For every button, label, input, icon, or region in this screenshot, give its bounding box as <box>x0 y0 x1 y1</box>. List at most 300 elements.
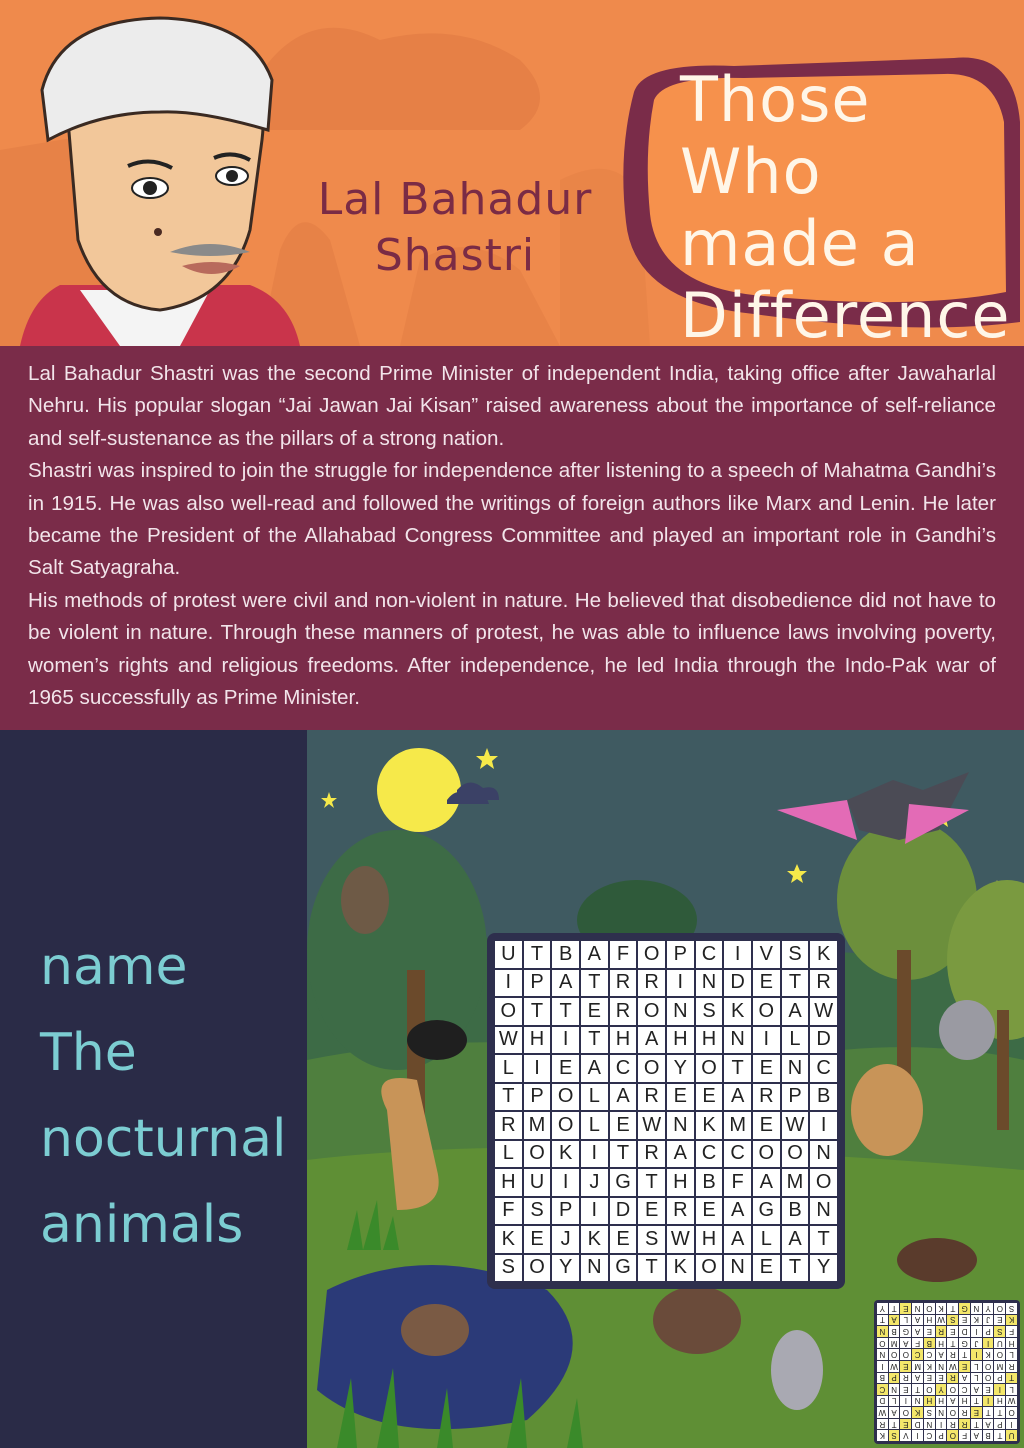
grid-letter[interactable]: M <box>724 1112 751 1139</box>
answer-letter: R <box>948 1349 959 1360</box>
grid-letter[interactable]: O <box>782 1141 809 1168</box>
answer-letter: N <box>877 1349 888 1360</box>
answer-letter: T <box>971 1396 982 1407</box>
answer-letter: I <box>971 1349 982 1360</box>
answer-letter: P <box>995 1373 1006 1384</box>
answer-letter: D <box>959 1326 970 1337</box>
answer-letter: I <box>983 1396 994 1407</box>
answer-letter: T <box>948 1338 959 1349</box>
grid-letter[interactable]: T <box>810 1226 837 1253</box>
grid-letter[interactable]: G <box>610 1169 637 1196</box>
grid-letter[interactable]: G <box>610 1255 637 1282</box>
answer-letter: A <box>912 1315 923 1326</box>
answer-letter: S <box>1006 1303 1017 1314</box>
grid-letter[interactable]: P <box>524 1084 551 1111</box>
answer-letter: H <box>924 1315 935 1326</box>
grid-letter[interactable]: K <box>696 1112 723 1139</box>
bio-paragraph-3: His methods of protest were civil and non-violent in nature. He believed that disobedience did not have to be violent in nature. Through these manners of protest, he was able to influence laws involving poverty, women’s rights and religious freedoms. After independence, he led India through the Indo-Pak war of 1965 successfully as Prime Minister. <box>28 588 996 710</box>
bio-paragraph-1: Lal Bahadur Shastri was the second Prime Minister of independent India, taking office after Jawaharlal Nehru. His popular slogan “Jai Jawan Jai Kisan” raised awareness about the importance of self-reliance and self-sustenance as the pillars of a strong nation. <box>28 362 996 450</box>
answer-letter: I <box>995 1384 1006 1395</box>
grid-letter[interactable]: O <box>638 1055 665 1082</box>
answer-letter: G <box>901 1326 912 1337</box>
grid-letter[interactable]: L <box>782 1027 809 1054</box>
grid-letter[interactable]: N <box>724 1027 751 1054</box>
answer-letter: T <box>983 1407 994 1418</box>
grid-letter[interactable]: S <box>495 1255 522 1282</box>
answer-letter: C <box>877 1384 888 1395</box>
grid-letter[interactable]: H <box>696 1226 723 1253</box>
answer-letter: T <box>995 1407 1006 1418</box>
grid-letter[interactable]: E <box>610 1112 637 1139</box>
answer-letter: E <box>901 1361 912 1372</box>
answer-letter: J <box>983 1315 994 1326</box>
grid-letter[interactable]: W <box>667 1226 694 1253</box>
grid-letter[interactable]: O <box>495 998 522 1025</box>
grid-letter[interactable]: T <box>581 970 608 997</box>
grid-letter[interactable]: F <box>495 1198 522 1225</box>
answer-letter: I <box>912 1430 923 1441</box>
grid-letter[interactable]: K <box>810 941 837 968</box>
answer-letter: G <box>959 1338 970 1349</box>
answer-letter: C <box>959 1384 970 1395</box>
answer-letter: R <box>936 1326 947 1337</box>
title-line2: made a <box>680 207 920 280</box>
answer-letter: C <box>912 1349 923 1360</box>
answer-letter: R <box>959 1419 970 1430</box>
grid-letter[interactable]: E <box>667 1084 694 1111</box>
answer-letter: H <box>936 1338 947 1349</box>
grid-letter[interactable]: R <box>610 998 637 1025</box>
grid-letter[interactable]: T <box>724 1055 751 1082</box>
answer-letter: O <box>995 1349 1006 1360</box>
grid-letter[interactable]: I <box>810 1112 837 1139</box>
answer-letter: A <box>971 1430 982 1441</box>
grid-letter[interactable]: O <box>753 998 780 1025</box>
answer-letter: F <box>959 1430 970 1441</box>
answer-letter: W <box>890 1361 898 1371</box>
answer-letter: T <box>877 1315 888 1326</box>
answer-letter: E <box>948 1326 959 1337</box>
answer-letter: W <box>949 1361 957 1371</box>
answer-letter: E <box>901 1303 912 1314</box>
answer-letter: N <box>936 1361 947 1372</box>
answer-letter: E <box>936 1373 947 1384</box>
answer-letter: E <box>971 1407 982 1418</box>
grid-letter[interactable]: M <box>524 1112 551 1139</box>
grid-letter[interactable]: I <box>581 1141 608 1168</box>
answer-letter: C <box>924 1349 935 1360</box>
grid-letter[interactable]: K <box>581 1226 608 1253</box>
answer-letter: A <box>959 1373 970 1384</box>
grid-letter[interactable]: O <box>753 1141 780 1168</box>
answer-letter: B <box>877 1373 888 1384</box>
grid-letter[interactable]: I <box>667 970 694 997</box>
grid-letter[interactable]: B <box>782 1198 809 1225</box>
grid-letter[interactable]: B <box>552 941 579 968</box>
grid-letter[interactable]: T <box>581 1027 608 1054</box>
grid-letter[interactable]: K <box>495 1226 522 1253</box>
grid-letter[interactable]: D <box>724 970 751 997</box>
answer-letter: O <box>901 1407 912 1418</box>
grid-letter[interactable]: P <box>782 1084 809 1111</box>
grid-letter[interactable]: U <box>524 1169 551 1196</box>
answer-letter: T <box>889 1303 900 1314</box>
grid-letter[interactable]: R <box>638 1141 665 1168</box>
grid-letter[interactable]: V <box>753 941 780 968</box>
answer-letter: O <box>924 1384 935 1395</box>
grid-letter[interactable]: I <box>724 941 751 968</box>
grid-letter[interactable]: W <box>782 1112 809 1139</box>
answer-letter: S <box>948 1315 959 1326</box>
answer-letter: V <box>901 1430 912 1441</box>
grid-letter[interactable]: I <box>495 970 522 997</box>
answer-letter: R <box>948 1419 959 1430</box>
answer-letter: E <box>983 1384 994 1395</box>
answer-letter: P <box>936 1430 947 1441</box>
activity-title-line4: animals <box>40 1195 244 1255</box>
grid-letter[interactable]: Y <box>552 1255 579 1282</box>
grid-letter[interactable]: C <box>696 1141 723 1168</box>
grid-letter[interactable]: C <box>724 1141 751 1168</box>
grid-letter[interactable]: A <box>724 1198 751 1225</box>
answer-letter: N <box>936 1407 947 1418</box>
grid-letter[interactable]: L <box>495 1141 522 1168</box>
answer-letter: U <box>995 1338 1006 1349</box>
answer-letter: E <box>901 1419 912 1430</box>
grid-letter[interactable]: C <box>810 1055 837 1082</box>
grid-letter[interactable]: I <box>581 1198 608 1225</box>
activity-title-line2: The <box>40 1023 137 1083</box>
grid-letter[interactable]: R <box>610 970 637 997</box>
answer-letter: W <box>1007 1396 1016 1406</box>
grid-letter[interactable]: T <box>495 1084 522 1111</box>
grid-letter[interactable]: H <box>667 1169 694 1196</box>
answer-letter: D <box>912 1419 923 1430</box>
grid-letter[interactable]: K <box>667 1255 694 1282</box>
answer-letter: T <box>1006 1373 1017 1384</box>
grid-letter[interactable]: E <box>524 1226 551 1253</box>
grid-letter[interactable]: I <box>552 1169 579 1196</box>
answer-letter: G <box>959 1303 970 1314</box>
grid-letter[interactable]: Y <box>667 1055 694 1082</box>
answer-letter: I <box>1006 1419 1017 1430</box>
grid-letter[interactable]: D <box>810 1027 837 1054</box>
grid-letter[interactable]: C <box>610 1055 637 1082</box>
page-title <box>680 64 1020 346</box>
grid-letter[interactable]: P <box>552 1198 579 1225</box>
grid-letter[interactable]: S <box>782 941 809 968</box>
answer-letter: L <box>971 1361 982 1372</box>
grid-letter[interactable]: T <box>782 970 809 997</box>
answer-letter: W <box>937 1315 945 1325</box>
grid-letter[interactable]: Y <box>810 1255 837 1282</box>
grid-letter[interactable]: I <box>524 1055 551 1082</box>
grid-letter[interactable]: T <box>552 998 579 1025</box>
answer-letter: K <box>1006 1315 1017 1326</box>
answer-letter: U <box>1006 1430 1017 1441</box>
grid-letter[interactable]: N <box>667 998 694 1025</box>
grid-letter[interactable]: O <box>524 1255 551 1282</box>
grid-letter[interactable]: O <box>552 1084 579 1111</box>
answer-letter: O <box>924 1303 935 1314</box>
person-name <box>310 172 600 284</box>
grid-letter[interactable]: F <box>610 941 637 968</box>
answer-letter: H <box>995 1396 1006 1407</box>
grid-letter[interactable]: N <box>810 1141 837 1168</box>
answer-letter: C <box>924 1430 935 1441</box>
bio-paragraph-2: Shastri was inspired to join the struggle for independence after listening to a speech of Mahatma Gandhi’s in 1915. He was also well-read and followed the writings of foreign authors like Marx and Lenin. He later became the President of the Allahabad Congress Committee and played an important role in Gandhi’s Salt Satyagraha. <box>28 459 996 580</box>
answer-letter: Y <box>936 1384 947 1395</box>
grid-letter[interactable]: A <box>724 1226 751 1253</box>
grid-letter[interactable]: H <box>610 1027 637 1054</box>
answer-letter: S <box>889 1430 900 1441</box>
answer-letter: I <box>983 1338 994 1349</box>
answer-letter: N <box>912 1303 923 1314</box>
answer-letter: T <box>889 1419 900 1430</box>
answer-letter: N <box>877 1326 888 1337</box>
grid-letter[interactable]: A <box>782 998 809 1025</box>
answer-letter: K <box>877 1430 888 1441</box>
answer-letter: E <box>959 1315 970 1326</box>
grid-letter[interactable]: A <box>552 970 579 997</box>
answer-letter: P <box>889 1373 900 1384</box>
grid-letter[interactable]: O <box>552 1112 579 1139</box>
grid-letter[interactable]: J <box>552 1226 579 1253</box>
answer-letter: M <box>889 1338 900 1349</box>
answer-letter: E <box>924 1326 935 1337</box>
answer-letter: K <box>971 1315 982 1326</box>
grid-letter[interactable]: O <box>638 941 665 968</box>
grid-letter[interactable]: T <box>638 1255 665 1282</box>
grid-letter[interactable]: K <box>552 1141 579 1168</box>
grid-letter[interactable]: A <box>782 1226 809 1253</box>
grid-letter[interactable]: S <box>638 1226 665 1253</box>
grid-letter[interactable]: H <box>524 1027 551 1054</box>
answer-letter: T <box>971 1419 982 1430</box>
biography-section <box>0 346 1024 730</box>
answer-letter: A <box>948 1396 959 1407</box>
answer-letter: N <box>924 1419 935 1430</box>
answer-letter: R <box>959 1407 970 1418</box>
answer-letter: R <box>948 1373 959 1384</box>
answer-letter: T <box>912 1384 923 1395</box>
grid-letter[interactable]: O <box>696 1255 723 1282</box>
grid-letter[interactable]: L <box>581 1112 608 1139</box>
grid-letter[interactable]: N <box>696 970 723 997</box>
grid-letter[interactable]: T <box>524 998 551 1025</box>
answer-letter: K <box>983 1349 994 1360</box>
grid-letter[interactable]: P <box>524 970 551 997</box>
answer-letter: F <box>1006 1326 1017 1337</box>
word-search-grid[interactable] <box>487 933 845 1289</box>
grid-letter[interactable]: O <box>696 1055 723 1082</box>
answer-letter: A <box>901 1338 912 1349</box>
grid-letter[interactable]: A <box>581 1055 608 1082</box>
grid-letter[interactable]: H <box>667 1027 694 1054</box>
grid-letter[interactable]: U <box>495 941 522 968</box>
answer-letter: A <box>983 1419 994 1430</box>
grid-letter[interactable]: A <box>724 1084 751 1111</box>
grid-letter[interactable]: N <box>724 1255 751 1282</box>
grid-letter[interactable]: E <box>638 1198 665 1225</box>
grid-letter[interactable]: M <box>782 1169 809 1196</box>
answer-letter: A <box>971 1384 982 1395</box>
grid-letter[interactable]: E <box>753 1055 780 1082</box>
answer-letter: A <box>889 1407 900 1418</box>
answer-letter: E <box>995 1315 1006 1326</box>
answer-letter: K <box>936 1303 947 1314</box>
answer-letter: H <box>924 1396 935 1407</box>
answer-letter: E <box>959 1361 970 1372</box>
answer-letter: S <box>924 1407 935 1418</box>
grid-letter[interactable]: O <box>638 998 665 1025</box>
grid-letter[interactable]: N <box>782 1055 809 1082</box>
grid-letter[interactable]: E <box>581 998 608 1025</box>
answer-letter: N <box>912 1396 923 1407</box>
grid-letter[interactable]: R <box>638 970 665 997</box>
answer-letter: P <box>995 1419 1006 1430</box>
answer-letter: H <box>936 1396 947 1407</box>
grid-letter[interactable]: A <box>610 1084 637 1111</box>
grid-letter[interactable]: D <box>610 1198 637 1225</box>
answer-letter: F <box>912 1338 923 1349</box>
grid-letter[interactable]: E <box>552 1055 579 1082</box>
answer-letter: H <box>959 1396 970 1407</box>
title-line3: Difference <box>680 279 1011 346</box>
answer-key-grid <box>874 1300 1020 1444</box>
answer-letter: T <box>995 1430 1006 1441</box>
answer-letter: I <box>877 1361 888 1372</box>
answer-letter: K <box>924 1361 935 1372</box>
grid-letter[interactable]: P <box>667 941 694 968</box>
answer-letter: O <box>948 1407 959 1418</box>
answer-letter: I <box>971 1326 982 1337</box>
answer-letter: O <box>889 1349 900 1360</box>
answer-letter: O <box>877 1338 888 1349</box>
answer-letter: P <box>983 1326 994 1337</box>
grid-letter[interactable]: S <box>524 1198 551 1225</box>
grid-letter[interactable]: H <box>495 1169 522 1196</box>
answer-letter: H <box>1006 1338 1017 1349</box>
answer-letter: O <box>983 1361 994 1372</box>
answer-letter: I <box>901 1396 912 1407</box>
grid-letter[interactable]: E <box>696 1198 723 1225</box>
grid-letter[interactable]: R <box>667 1198 694 1225</box>
answer-letter: O <box>901 1349 912 1360</box>
answer-letter: O <box>948 1430 959 1441</box>
answer-letter: N <box>889 1384 900 1395</box>
grid-letter[interactable]: E <box>696 1084 723 1111</box>
grid-letter[interactable]: N <box>667 1112 694 1139</box>
grid-letter[interactable]: B <box>696 1169 723 1196</box>
activity-title <box>40 924 286 1268</box>
grid-letter[interactable]: C <box>696 941 723 968</box>
grid-letter[interactable]: B <box>810 1084 837 1111</box>
grid-letter[interactable]: T <box>638 1169 665 1196</box>
grid-letter[interactable]: W <box>495 1027 522 1054</box>
activity-title-line3: nocturnal <box>40 1109 287 1169</box>
grid-letter[interactable]: N <box>810 1198 837 1225</box>
answer-letter: O <box>948 1384 959 1395</box>
grid-letter[interactable]: O <box>810 1169 837 1196</box>
moon-icon <box>377 748 461 832</box>
grid-letter[interactable]: R <box>753 1084 780 1111</box>
answer-letter: Y <box>877 1303 888 1314</box>
answer-letter: O <box>1006 1407 1017 1418</box>
grid-letter[interactable]: L <box>581 1084 608 1111</box>
grid-letter[interactable]: A <box>581 941 608 968</box>
answer-letter: L <box>971 1373 982 1384</box>
grid-letter[interactable]: N <box>581 1255 608 1282</box>
person-name-line1: Lal Bahadur <box>317 174 593 225</box>
grid-letter[interactable]: W <box>638 1112 665 1139</box>
answer-letter: O <box>995 1303 1006 1314</box>
grid-letter[interactable]: R <box>495 1112 522 1139</box>
answer-letter: E <box>901 1384 912 1395</box>
answer-letter: A <box>889 1315 900 1326</box>
grid-letter[interactable]: T <box>524 941 551 968</box>
grid-letter[interactable]: L <box>753 1226 780 1253</box>
grid-letter[interactable]: L <box>495 1055 522 1082</box>
activity-title-line1: name <box>40 937 188 997</box>
answer-letter: L <box>901 1315 912 1326</box>
portrait-illustration <box>0 0 320 346</box>
grid-letter[interactable]: T <box>610 1141 637 1168</box>
grid-letter[interactable]: R <box>638 1084 665 1111</box>
grid-letter[interactable]: K <box>724 998 751 1025</box>
answer-letter: B <box>983 1430 994 1441</box>
answer-letter: R <box>1006 1361 1017 1372</box>
grid-letter[interactable]: R <box>810 970 837 997</box>
answer-letter: M <box>995 1361 1006 1372</box>
grid-letter[interactable]: I <box>753 1027 780 1054</box>
answer-letter: R <box>877 1419 888 1430</box>
grid-letter[interactable]: G <box>753 1198 780 1225</box>
answer-letter: M <box>912 1361 923 1372</box>
grid-letter[interactable]: T <box>782 1255 809 1282</box>
answer-letter: N <box>971 1303 982 1314</box>
answer-letter: E <box>924 1373 935 1384</box>
answer-letter: I <box>936 1419 947 1430</box>
grid-letter[interactable]: S <box>696 998 723 1025</box>
grid-letter[interactable]: W <box>810 998 837 1025</box>
answer-letter: A <box>912 1326 923 1337</box>
grid-letter[interactable]: E <box>753 1112 780 1139</box>
person-name-line2: Shastri <box>374 230 536 281</box>
answer-letter: B <box>889 1326 900 1337</box>
grid-letter[interactable]: E <box>753 970 780 997</box>
grid-letter[interactable]: I <box>552 1027 579 1054</box>
answer-letter: Y <box>983 1303 994 1314</box>
answer-letter: R <box>901 1373 912 1384</box>
title-line1: Those Who <box>680 63 871 208</box>
answer-letter: T <box>959 1349 970 1360</box>
grid-letter[interactable]: E <box>753 1255 780 1282</box>
grid-letter[interactable]: J <box>581 1169 608 1196</box>
answer-letter: L <box>889 1396 900 1407</box>
grid-letter[interactable]: E <box>610 1226 637 1253</box>
grid-letter[interactable]: A <box>753 1169 780 1196</box>
answer-letter: J <box>971 1338 982 1349</box>
grid-letter[interactable]: A <box>667 1141 694 1168</box>
grid-letter[interactable]: O <box>524 1141 551 1168</box>
answer-letter: O <box>983 1373 994 1384</box>
grid-letter[interactable]: H <box>696 1027 723 1054</box>
answer-letter: A <box>912 1373 923 1384</box>
answer-letter: W <box>878 1408 887 1418</box>
grid-letter[interactable]: A <box>638 1027 665 1054</box>
grid-letter[interactable]: F <box>724 1169 751 1196</box>
